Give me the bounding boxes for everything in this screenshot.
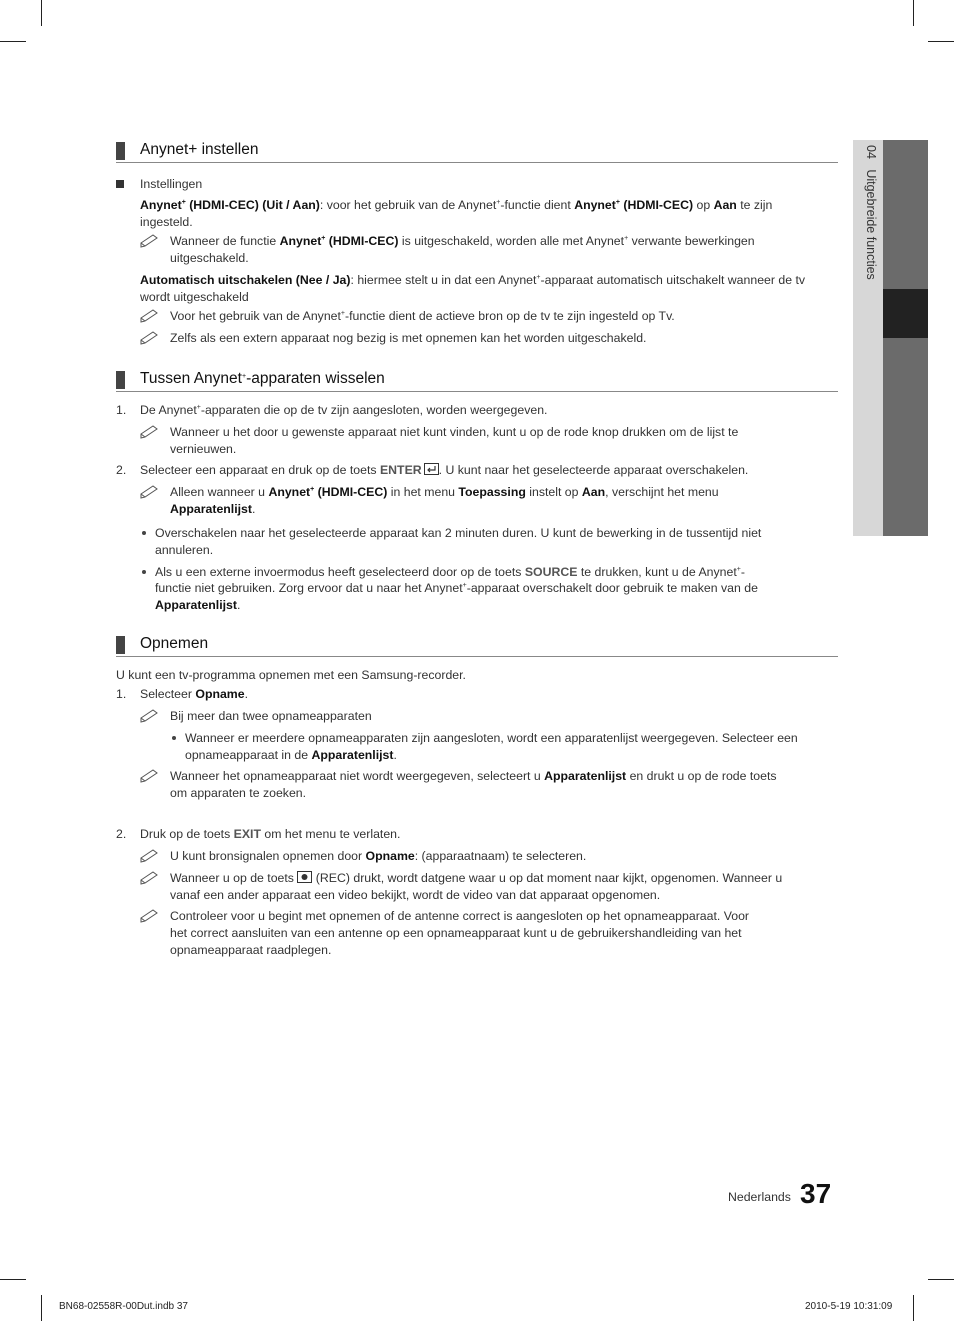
crop-mark bbox=[913, 1295, 914, 1321]
note: Wanneer u het door u gewenste apparaat niet kunt vinden, kunt u op de rode knop drukken om de lijst te bbox=[170, 425, 739, 439]
note-cont: om apparaten te zoeken. bbox=[170, 786, 307, 800]
chapter-label bbox=[858, 145, 878, 280]
note-cont: het correct aansluiten van een antenne op een opnameapparaat kunt u de gebruikershandleiding van het bbox=[170, 926, 742, 940]
pencil-note-icon bbox=[140, 871, 158, 885]
paragraph: Automatisch uitschakelen (Nee / Ja): hiermee stelt u in dat een Anynet+-apparaat automatisch uitschakelt wanneer de tv bbox=[140, 273, 806, 287]
footer-file: BN68-02558R-00Dut.indb 37 bbox=[59, 1301, 188, 1312]
pencil-note-icon bbox=[140, 909, 158, 923]
section-title: Anynet+ instellen bbox=[140, 141, 259, 158]
enter-icon bbox=[424, 463, 439, 475]
note: Zelfs als een extern apparaat nog bezig is met opnemen kan het worden uitgeschakeld. bbox=[170, 331, 647, 345]
bullet-text: Overschakelen naar het geselecteerde apparaat kan 2 minuten duren. U kunt de bewerking in de tussentijd niet bbox=[155, 526, 762, 540]
paragraph: Anynet+ (HDMI-CEC) (Uit / Aan): voor het gebruik van de Anynet+-functie dient Anynet+ (HDMI-CEC) op Aan te zijn bbox=[140, 198, 773, 212]
footer-timestamp: 2010-5-19 10:31:09 bbox=[805, 1301, 893, 1312]
crop-mark bbox=[928, 1279, 954, 1280]
section-anynet-settings bbox=[116, 140, 838, 163]
step-text: De Anynet+-apparaten die op de tv zijn aangesloten, worden weergegeven. bbox=[140, 403, 548, 417]
section-bar bbox=[116, 142, 125, 160]
pencil-note-icon bbox=[140, 849, 158, 863]
step-number: 2. bbox=[116, 827, 127, 841]
crop-mark bbox=[913, 0, 914, 26]
crop-mark bbox=[928, 41, 954, 42]
note-cont: vernieuwen. bbox=[170, 442, 237, 456]
bullet-text-cont: functie niet gebruiken. Zorg ervoor dat u naar het Anynet+-apparaat overschakelt door gebruik te maken van de bbox=[155, 581, 758, 595]
section-record bbox=[116, 634, 838, 657]
section-title: Tussen Anynet+-apparaten wisselen bbox=[140, 370, 385, 387]
bullet-text-cont: opnameapparaat in de Apparatenlijst. bbox=[185, 748, 397, 762]
paragraph-cont: wordt uitgeschakeld bbox=[140, 290, 249, 304]
note: U kunt bronsignalen opnemen door Opname: (apparaatnaam) te selecteren. bbox=[170, 849, 587, 863]
bullet-icon bbox=[172, 736, 176, 740]
pencil-note-icon bbox=[140, 709, 158, 723]
section-header bbox=[116, 634, 838, 657]
crop-mark bbox=[41, 0, 42, 26]
note-cont: vanaf een ander apparaat een video bekijkt, wordt de video van dat apparaat opgenomen. bbox=[170, 888, 661, 902]
pencil-note-icon bbox=[140, 331, 158, 345]
intro-text: U kunt een tv-programma opnemen met een Samsung-recorder. bbox=[116, 668, 466, 682]
chapter-tab-block bbox=[883, 140, 928, 536]
bullet-text-cont: annuleren. bbox=[155, 543, 214, 557]
item-title: Instellingen bbox=[140, 177, 203, 191]
step-text: Selecteer een apparaat en druk op de toets ENTER . U kunt naar het geselecteerde apparaat overschakelen. bbox=[140, 463, 749, 477]
step-number: 1. bbox=[116, 687, 127, 701]
bullet-text-cont: Apparatenlijst. bbox=[155, 598, 241, 612]
note-cont: uitgeschakeld. bbox=[170, 251, 249, 265]
section-bar bbox=[116, 371, 125, 389]
bullet-icon bbox=[142, 570, 146, 574]
step-text: Selecteer Opname. bbox=[140, 687, 248, 701]
step-text: Druk op de toets EXIT om het menu te verlaten. bbox=[140, 827, 401, 841]
paragraph-cont: ingesteld. bbox=[140, 215, 193, 229]
bullet-text: Als u een externe invoermodus heeft geselecteerd door op de toets SOURCE te drukken, kunt u de Anynet+- bbox=[155, 565, 745, 579]
section-title: Opnemen bbox=[140, 635, 209, 652]
note: Wanneer het opnameapparaat niet wordt weergegeven, selecteert u Apparatenlijst en drukt u op de rode toets bbox=[170, 769, 777, 783]
rec-button-icon bbox=[297, 871, 312, 883]
note: Bij meer dan twee opnameapparaten bbox=[170, 709, 372, 723]
note: Wanneer u op de toets (REC) drukt, wordt datgene waar u op dat moment naar kijkt, opgenomen. Wanneer u bbox=[170, 871, 783, 885]
chapter-title: Uitgebreide functies bbox=[864, 169, 878, 280]
crop-mark bbox=[0, 1279, 26, 1280]
chapter-number: 04 bbox=[864, 145, 878, 159]
page-number: 37 bbox=[800, 1178, 832, 1209]
step-number: 1. bbox=[116, 403, 127, 417]
pencil-note-icon bbox=[140, 769, 158, 783]
chapter-tab-marker bbox=[883, 289, 928, 338]
crop-mark bbox=[0, 41, 26, 42]
pencil-note-icon bbox=[140, 234, 158, 248]
square-bullet-icon bbox=[116, 180, 124, 188]
pencil-note-icon bbox=[140, 485, 158, 499]
note-cont: Apparatenlijst. bbox=[170, 502, 256, 516]
step-number: 2. bbox=[116, 463, 127, 477]
bullet-text: Wanneer er meerdere opnameapparaten zijn aangesloten, wordt een apparatenlijst weergegeven. Selecteer een bbox=[185, 731, 798, 745]
pencil-note-icon bbox=[140, 309, 158, 323]
note: Controleer voor u begint met opnemen of de antenne correct is aangesloten op het opnameapparaat. Voor bbox=[170, 909, 750, 923]
section-switch-devices bbox=[116, 369, 838, 392]
note: Voor het gebruik van de Anynet+-functie dient de actieve bron op de tv te zijn ingesteld op Tv. bbox=[170, 309, 675, 323]
note: Wanneer de functie Anynet+ (HDMI-CEC) is uitgeschakeld, worden alle met Anynet+ verwante bewerkingen bbox=[170, 234, 755, 248]
note-cont: opnameapparaat raadplegen. bbox=[170, 943, 332, 957]
pencil-note-icon bbox=[140, 425, 158, 439]
crop-mark bbox=[41, 1295, 42, 1321]
section-header bbox=[116, 140, 838, 163]
section-header bbox=[116, 369, 838, 392]
note: Alleen wanneer u Anynet+ (HDMI-CEC) in het menu Toepassing instelt op Aan, verschijnt het menu bbox=[170, 485, 719, 499]
section-bar bbox=[116, 636, 125, 654]
bullet-icon bbox=[142, 531, 146, 535]
footer-language: Nederlands bbox=[728, 1190, 791, 1204]
